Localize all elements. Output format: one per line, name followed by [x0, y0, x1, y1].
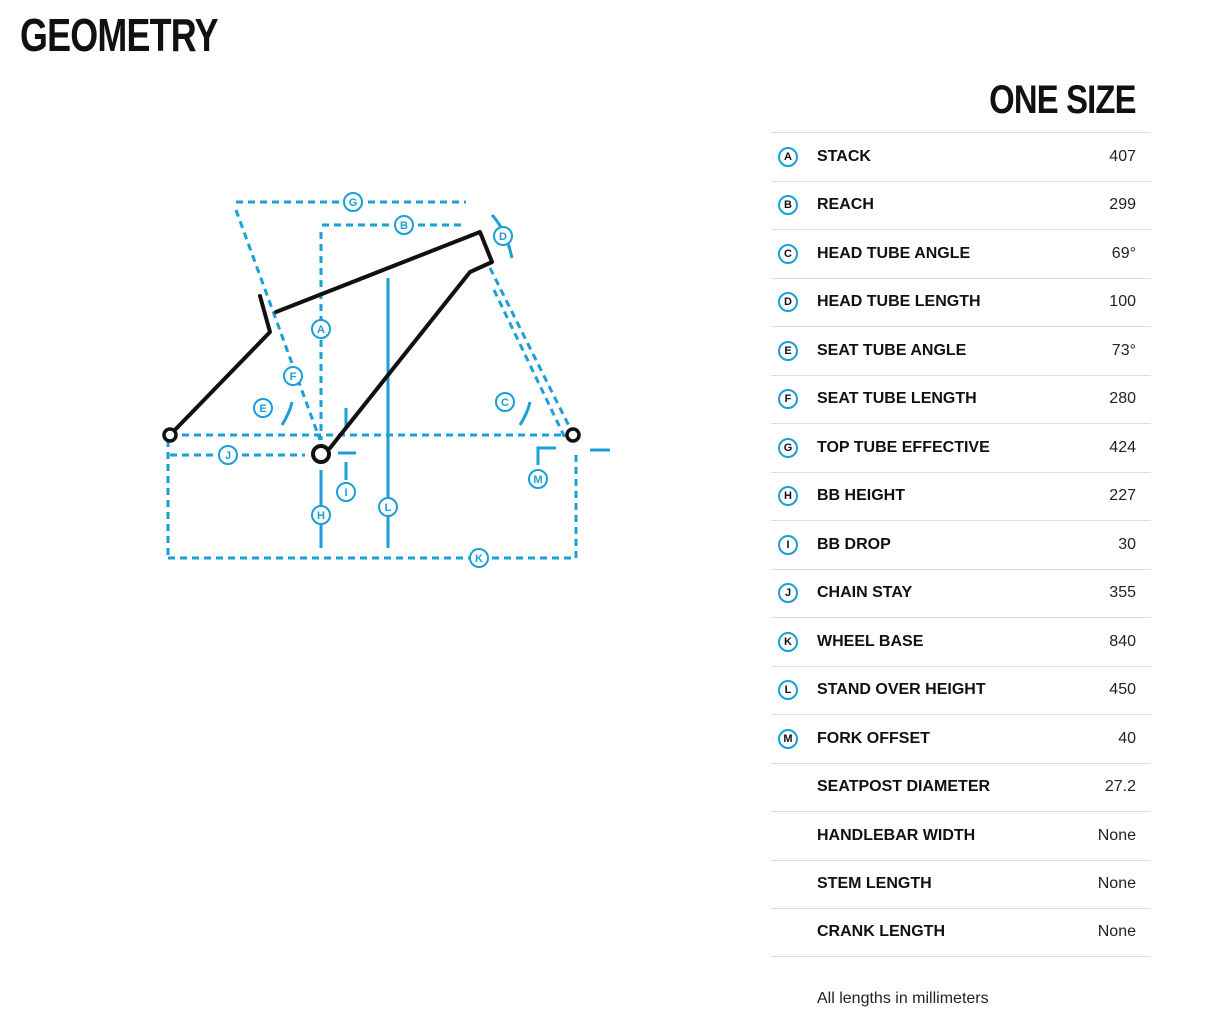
row-value: 840: [1109, 632, 1136, 650]
row-label: STACK: [817, 147, 871, 165]
size-heading: ONE SIZE: [989, 78, 1136, 122]
table-row: [771, 908, 1151, 957]
diagram-label-b: B: [400, 220, 408, 232]
row-label: FORK OFFSET: [817, 729, 930, 747]
table-row: [771, 520, 1151, 569]
table-row: [771, 375, 1151, 424]
dim-line-fork-axis: [494, 290, 566, 440]
frame-seatstay: [170, 296, 270, 435]
row-badge: F: [778, 389, 798, 409]
dim-line-seat-axis: [236, 210, 320, 440]
diagram-label-k: K: [475, 553, 483, 565]
table-row: [771, 278, 1151, 327]
diagram-label-i: I: [344, 487, 348, 499]
row-label: TOP TUBE EFFECTIVE: [817, 438, 990, 456]
row-label: SEAT TUBE ANGLE: [817, 341, 967, 359]
diagram-label-f: F: [289, 371, 297, 383]
page-title: GEOMETRY: [20, 9, 218, 61]
row-label: BB DROP: [817, 535, 891, 553]
diagram-label-j: J: [224, 450, 232, 462]
row-value: 69°: [1111, 244, 1136, 262]
table-row: [771, 811, 1151, 860]
row-label: REACH: [817, 196, 874, 214]
row-badge: H: [778, 486, 798, 506]
diagram-label-a: A: [317, 324, 325, 336]
row-badge: G: [778, 438, 798, 458]
row-label: WHEEL BASE: [817, 632, 924, 650]
table-row: [771, 666, 1151, 715]
row-value: 227: [1109, 487, 1136, 505]
diagram-label-d: D: [499, 231, 507, 243]
diagram-label-m: M: [533, 474, 543, 486]
frame-main: [276, 232, 492, 448]
row-label: SEAT TUBE LENGTH: [817, 390, 977, 408]
row-badge: K: [778, 632, 798, 652]
table-row: [771, 569, 1151, 618]
diagram-label-h: H: [317, 510, 325, 522]
dim-line-m: [538, 448, 556, 465]
row-badge: C: [778, 244, 798, 264]
row-value: 73°: [1111, 341, 1136, 359]
row-value: 40: [1118, 729, 1136, 747]
row-label: HEAD TUBE LENGTH: [817, 293, 981, 311]
row-value: 280: [1109, 390, 1136, 408]
row-badge: B: [778, 195, 798, 215]
row-value: None: [1097, 875, 1136, 893]
row-badge: L: [778, 680, 798, 700]
row-badge: D: [778, 292, 798, 312]
row-value: 424: [1109, 438, 1136, 456]
geometry-table: [771, 132, 1151, 957]
row-label: CRANK LENGTH: [817, 923, 945, 941]
row-value: 355: [1109, 584, 1136, 602]
table-row: [771, 423, 1151, 472]
table-row: [771, 132, 1151, 181]
row-label: BB HEIGHT: [817, 487, 905, 505]
row-label: HEAD TUBE ANGLE: [817, 244, 971, 262]
dim-arc-c: [520, 402, 530, 425]
row-badge: I: [778, 535, 798, 555]
row-badge: E: [778, 341, 798, 361]
row-badge: J: [778, 583, 798, 603]
diagram-label-l: L: [384, 502, 392, 514]
row-value: 100: [1109, 293, 1136, 311]
diagram-label-e: E: [259, 403, 267, 415]
row-value: 30: [1118, 535, 1136, 553]
footnote: All lengths in millimeters: [817, 990, 989, 1007]
row-value: 450: [1109, 681, 1136, 699]
row-label: CHAIN STAY: [817, 584, 913, 602]
row-label: STAND OVER HEIGHT: [817, 681, 986, 699]
row-label: SEATPOST DIAMETER: [817, 778, 991, 796]
table-row: [771, 326, 1151, 375]
table-row: [771, 714, 1151, 763]
row-label: HANDLEBAR WIDTH: [817, 826, 976, 844]
bottom-bracket: [313, 446, 329, 462]
rear-axle: [164, 429, 176, 441]
row-badge: M: [778, 729, 798, 749]
table-row: [771, 763, 1151, 812]
table-row: [771, 229, 1151, 278]
diagram-label-g: G: [348, 197, 358, 209]
table-row: [771, 472, 1151, 521]
table-row: [771, 860, 1151, 909]
row-value: 299: [1109, 196, 1136, 214]
row-label: STEM LENGTH: [817, 875, 932, 893]
dim-arc-e: [282, 402, 292, 425]
row-value: None: [1097, 923, 1136, 941]
row-value: 407: [1109, 147, 1136, 165]
diagram-label-c: C: [501, 397, 509, 409]
front-axle: [567, 429, 579, 441]
row-value: None: [1097, 826, 1136, 844]
table-row: [771, 617, 1151, 666]
geometry-diagram: [140, 180, 640, 580]
row-value: 27.2: [1104, 778, 1136, 796]
row-badge: A: [778, 147, 798, 167]
table-row: [771, 181, 1151, 230]
